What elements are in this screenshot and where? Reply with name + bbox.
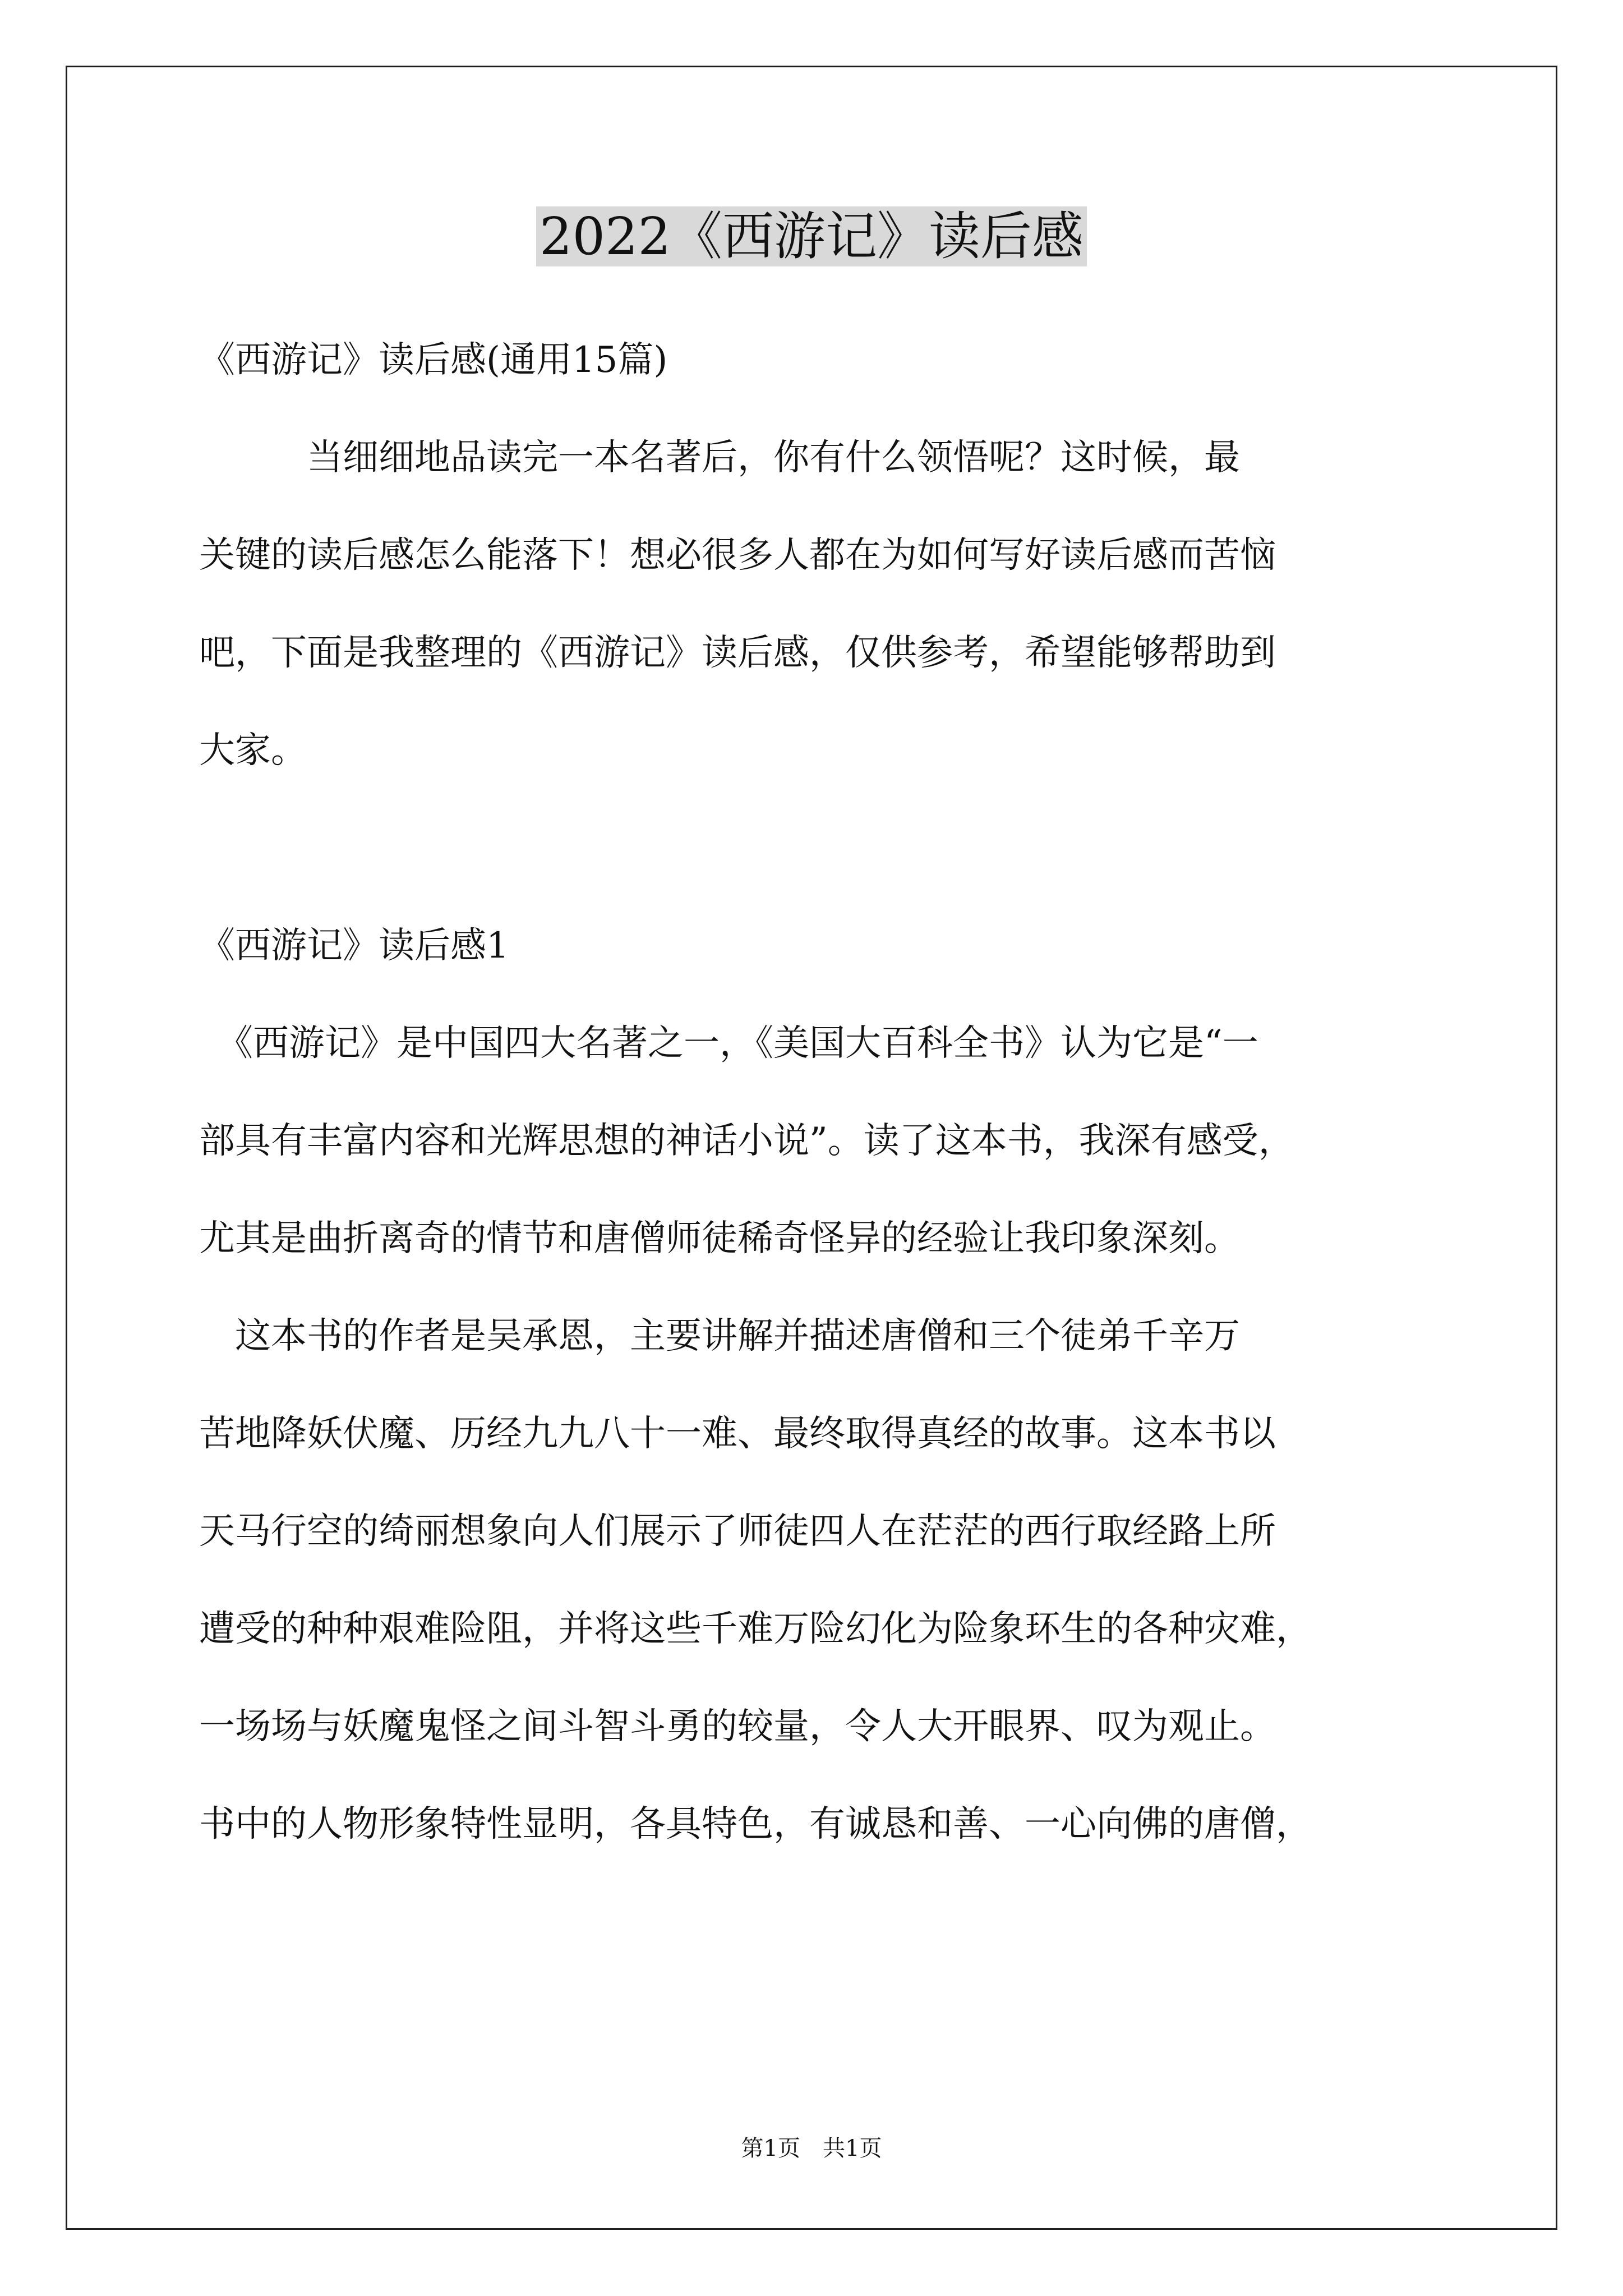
document-body [199,311,1433,1873]
intro-line: 大家。 [199,730,307,771]
body-line: 一场场与妖魔鬼怪之间斗智斗勇的较量，令人大开眼界、叹为观止。 [199,1706,1276,1747]
body-line: 尤其是曲折离奇的情节和唐僧师徒稀奇怪异的经验让我印象深刻。 [199,1218,1240,1259]
subtitle: 《西游记》读后感(通用15篇) [199,339,668,381]
body-line: 书中的人物形象特性显明，各具特色，有诚恳和善、一心向佛的唐僧， [199,1803,1312,1845]
document-title-text: 2022《西游记》读后感 [536,206,1087,266]
intro-line: 吧，下面是我整理的《西游记》读后感，仅供参考，希望能够帮助到 [199,632,1276,674]
body-line: 遭受的种种艰难险阻，并将这些千难万险幻化为险象环生的各种灾难， [199,1608,1312,1650]
spacer [199,799,1433,897]
body-line: 《西游记》是中国四大名著之一，《美国大百科全书》认为它是“一 [199,1023,1258,1064]
page-footer: 第1页 共1页 [741,2136,882,2161]
section-heading: 《西游记》读后感1 [199,925,509,967]
body-line: 苦地降妖伏魔、历经九九八十一难、最终取得真经的故事。这本书以 [199,1413,1276,1455]
body-line: 部具有丰富内容和光辉思想的神话小说”。读了这本书，我深有感受， [199,1120,1294,1162]
body-line: 这本书的作者是吴承恩，主要讲解并描述唐僧和三个徒弟千辛万 [199,1315,1240,1357]
document-title [0,197,1623,276]
intro-line: 关键的读后感怎么能落下！想必很多人都在为如何写好读后感而苦恼 [199,535,1276,576]
body-line: 天马行空的绮丽想象向人们展示了师徒四人在茫茫的西行取经路上所 [199,1511,1276,1552]
intro-line: 当细细地品读完一本名著后，你有什么领悟呢？这时候，最 [199,437,1240,478]
